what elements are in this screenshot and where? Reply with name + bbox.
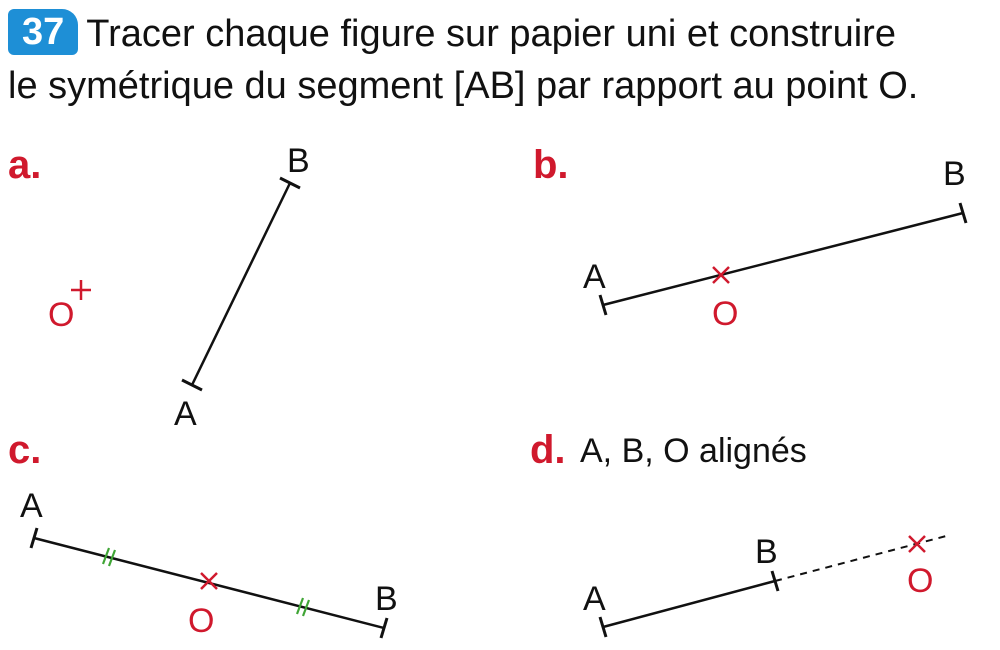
figure-d-point-a-label: A [583,580,606,618]
figure-b-point-a-label: A [583,258,606,296]
figure-c-point-o-label: O [188,602,215,640]
figure-c-label: c. [8,428,42,472]
figure-a-tick-a [182,380,202,390]
figure-c-point-b-label: B [375,580,398,618]
figure-b [533,143,966,333]
figure-d-caption: A, B, O alignés [580,432,807,470]
exercise-number-badge: 37 [8,9,78,55]
figure-d-label: d. [530,428,566,472]
figure-d-point-o-label: O [907,562,934,600]
figure-b-segment-ab [603,213,963,305]
figure-b-point-o-label: O [712,295,739,333]
instruction-text-2: le symétrique du segment [AB] par rapport au point O. [8,65,919,107]
figure-a-label: a. [8,143,42,187]
figure-d-point-b-label: B [755,533,778,571]
figure-a-point-o-label: O [48,296,75,334]
instruction-text-1: Tracer chaque figure sur papier uni et construire [86,13,896,55]
figure-b-label: b. [533,143,569,187]
figure-c-point-a-label: A [20,487,43,525]
figure-a-segment-ab [192,183,290,385]
figure-b-point-b-label: B [943,155,966,193]
figure-d [530,428,950,637]
figure-a-point-a-label: A [174,395,197,433]
figure-a-point-b-label: B [287,142,310,180]
figure-a [8,142,310,433]
figure-c [8,428,398,640]
figure-d-point-o-marker [909,536,925,552]
figure-d-segment-ab [603,581,775,627]
